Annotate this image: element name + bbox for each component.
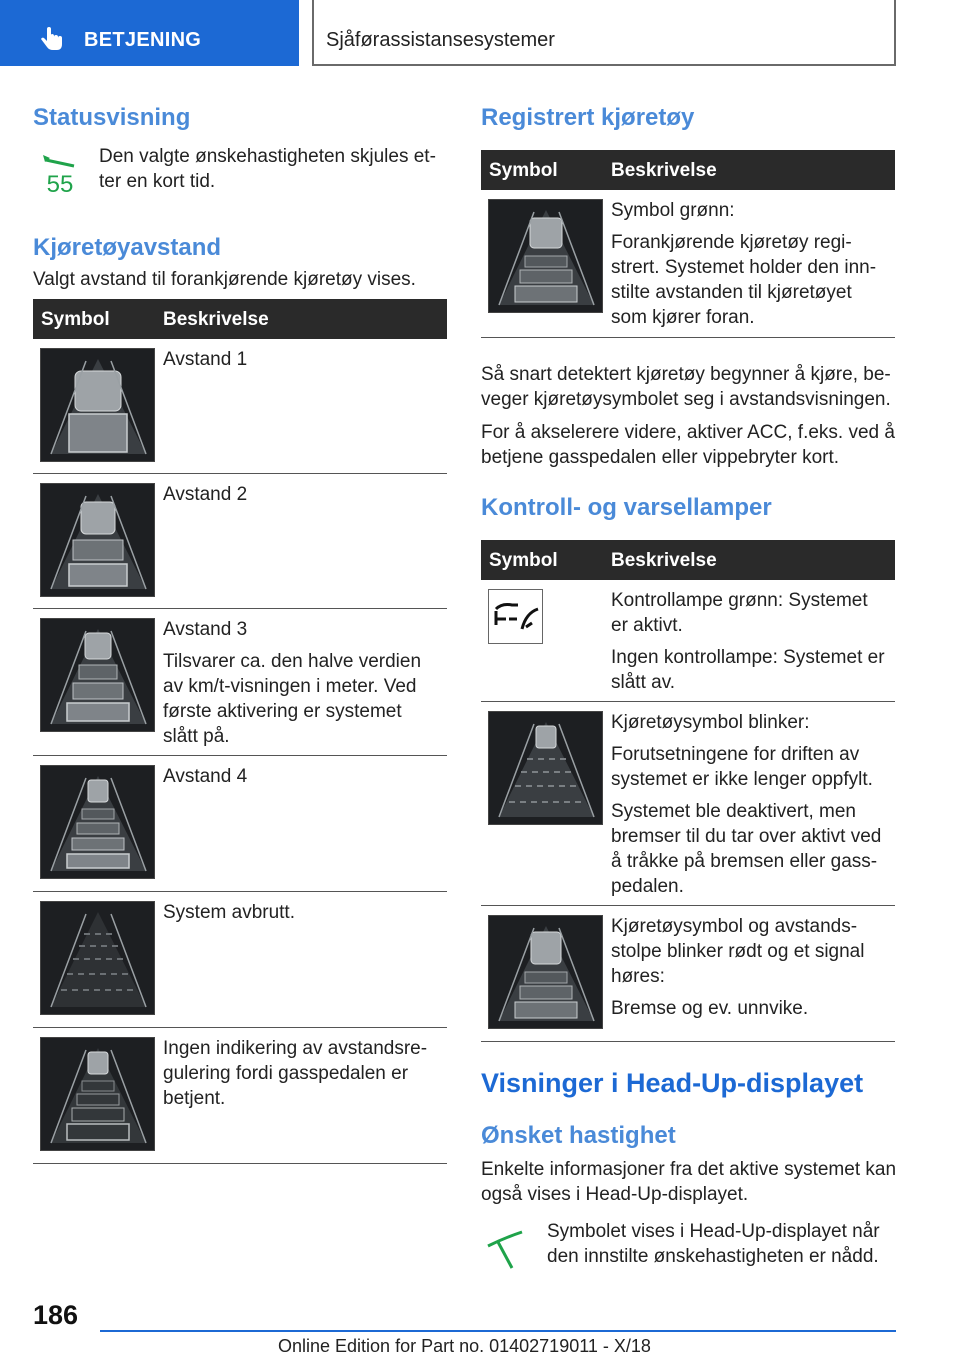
distance-heading: Kjøretøyavstand xyxy=(33,234,222,261)
vehicle-blink-image xyxy=(488,711,603,825)
acc-indicator-icon xyxy=(488,589,543,644)
registered-heading: Registrert kjøretøy xyxy=(481,104,695,131)
table-row: Avstand 3 Tilsvarer ca. den halve verdien av km/t-visningen i meter. Ved første aktivering er systemet slått på. xyxy=(33,609,447,756)
table-row: Kontrollampe grønn: Systemet er aktivt. Ingen kontrollampe: Systemet er slått av. xyxy=(481,580,895,702)
chapter-header xyxy=(312,0,896,66)
no-indication-image xyxy=(40,1037,155,1151)
footer-edition: Online Edition for Part no. 01402719011 - X/18 xyxy=(278,1336,651,1356)
distance-2-image xyxy=(40,483,155,597)
hand-pointer-icon xyxy=(38,26,66,54)
table-row: Kjøretøysymbol blinker: Forutsetningene for driften av systemet er ikke lenger oppfylt. Systemet ble deaktivert, men bremser til du tar over aktivt ved å tråkke på bremsen eller gass- pedalen. xyxy=(481,702,895,906)
hud-text: Symbolet vises i Head-Up-displayet når den innstilte ønskehastigheten er nådd. xyxy=(547,1221,880,1267)
table-row: Avstand 2 xyxy=(33,474,447,609)
registered-table-header: Symbol Beskrivelse xyxy=(481,150,895,190)
status-text: Den valgte ønskehastigheten skjules et- ter en kort tid. xyxy=(99,146,436,192)
hud-heading: Visninger i Head-Up-displayet xyxy=(481,1068,864,1098)
table-row: Avstand 1 xyxy=(33,339,447,474)
system-cancelled-image xyxy=(40,901,155,1015)
vehicle-red-blink-image xyxy=(488,915,603,1029)
speed-value: 55 xyxy=(46,171,74,198)
table-row: Avstand 4 xyxy=(33,756,447,892)
registered-after-1: Så snart detektert kjøretøy begynner å kjøre, be- veger kjøretøysymbolet seg i avstandsvisningen. xyxy=(481,364,891,410)
section-tab[interactable] xyxy=(0,0,299,66)
registered-after-2: For å akselerere videre, aktiver ACC, f.eks. ved å betjene gasspedalen eller vippebryter kort. xyxy=(481,422,895,468)
section-label: BETJENING xyxy=(84,29,202,51)
hud-speed-reached-icon xyxy=(484,1228,526,1272)
distance-3-image xyxy=(40,618,155,732)
chapter-title: Sjåførassistansesystemer xyxy=(326,29,555,51)
table-row: System avbrutt. xyxy=(33,892,447,1028)
status-heading: Statusvisning xyxy=(33,104,191,131)
table-row: Symbol grønn: Forankjørende kjøretøy regi- strert. Systemet holder den inn- stilte avstanden til kjøretøyet som kjører foran. xyxy=(481,190,895,338)
footer-rule xyxy=(100,1330,896,1332)
distance-1-image xyxy=(40,348,155,462)
hud-subheading: Ønsket hastighet xyxy=(481,1122,676,1149)
distance-4-image xyxy=(40,765,155,879)
hud-intro: Enkelte informasjoner fra det aktive systemet kan også vises i Head-Up-displayet. xyxy=(481,1159,897,1205)
table-row: Ingen indikering av avstandsre- gulering fordi gasspedalen er betjent. xyxy=(33,1028,447,1164)
lamps-table-header: Symbol Beskrivelse xyxy=(481,540,895,580)
distance-table-header: Symbol Beskrivelse xyxy=(33,299,447,339)
lamps-heading: Kontroll- og varsellamper xyxy=(481,494,772,521)
distance-intro: Valgt avstand til forankjørende kjøretøy vises. xyxy=(33,269,416,290)
table-row: Kjøretøysymbol og avstands- stolpe blinker rødt og et signal høres: Bremse og ev. unnvike. xyxy=(481,906,895,1042)
page-number: 186 xyxy=(33,1300,79,1330)
registered-vehicle-image xyxy=(488,199,603,313)
speed-setpoint-icon xyxy=(40,150,80,198)
